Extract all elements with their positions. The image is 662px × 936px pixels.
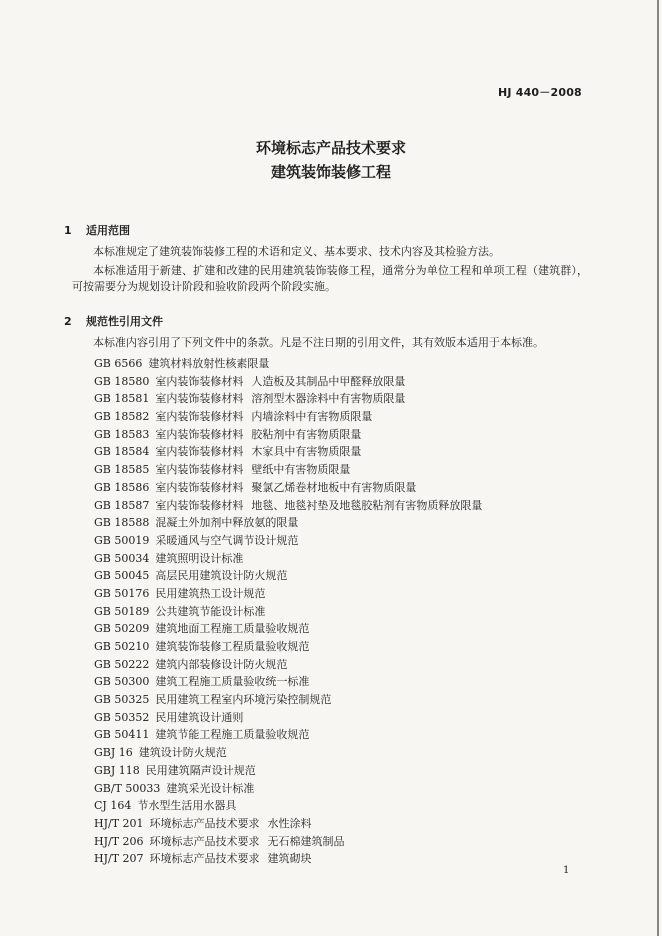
reference-title: 室内装饰装修材料 bbox=[155, 427, 244, 441]
reference-title: 室内装饰装修材料 bbox=[155, 410, 244, 424]
reference-code: GB 18583 bbox=[94, 427, 150, 441]
section-title: 适用范围 bbox=[86, 224, 130, 237]
reference-subtitle: 地毯、地毯衬垫及地毯胶粘剂有害物质释放限量 bbox=[251, 498, 483, 512]
reference-code: GB 50210 bbox=[94, 640, 150, 653]
reference-code: GB 50189 bbox=[94, 604, 150, 618]
reference-code: HJ/T 201 bbox=[94, 816, 144, 830]
reference-title: 室内装饰装修材料 bbox=[155, 480, 244, 494]
reference-code: CJ 164 bbox=[94, 799, 132, 813]
reference-title: 建筑节能工程施工质量验收规范 bbox=[155, 728, 310, 742]
reference-title: 民用建筑工程室内环境污染控制规范 bbox=[155, 693, 332, 707]
reference-code: HJ/T 207 bbox=[94, 852, 144, 866]
reference-title: 民用建筑隔声设计规范 bbox=[145, 763, 256, 777]
reference-code: GB 50411 bbox=[94, 728, 150, 742]
reference-item bbox=[94, 426, 594, 444]
reference-subtitle: 内墙涂料中有害物质限量 bbox=[251, 410, 373, 424]
reference-code: GB 18584 bbox=[94, 445, 150, 459]
reference-title: 节水型生活用水器具 bbox=[137, 799, 237, 813]
reference-title: 建筑采光设计标准 bbox=[166, 781, 255, 795]
reference-item bbox=[94, 373, 594, 391]
reference-code: GB 18581 bbox=[94, 392, 150, 406]
section-title: 规范性引用文件 bbox=[86, 315, 163, 328]
reference-code: GB 50176 bbox=[94, 586, 150, 600]
reference-item bbox=[94, 673, 594, 691]
section-2-paragraph-1: 本标准内容引用了下列文件中的条款。凡是不注日期的引用文件，其有效版本适用于本标准。 bbox=[93, 336, 544, 349]
reference-item bbox=[94, 550, 594, 568]
reference-title: 室内装饰装修材料 bbox=[155, 498, 244, 512]
reference-title: 建筑装饰装修工程质量验收规范 bbox=[155, 640, 310, 653]
reference-subtitle: 人造板及其制品中甲醛释放限量 bbox=[251, 374, 406, 388]
reference-subtitle: 溶剂型木器涂料中有害物质限量 bbox=[251, 392, 406, 406]
reference-subtitle: 水性涂料 bbox=[267, 816, 312, 830]
reference-code: GB 50300 bbox=[94, 675, 150, 689]
reference-title: 环境标志产品技术要求 bbox=[149, 852, 260, 866]
reference-item bbox=[94, 408, 594, 426]
document-title-line1: 环境标志产品技术要求 bbox=[255, 139, 406, 157]
reference-item bbox=[94, 726, 594, 744]
reference-title: 建筑设计防火规范 bbox=[138, 746, 227, 760]
reference-item bbox=[94, 833, 594, 851]
reference-code: GB 6566 bbox=[94, 357, 143, 370]
reference-title: 建筑地面工程施工质量验收规范 bbox=[155, 622, 310, 636]
reference-item bbox=[94, 603, 594, 621]
reference-subtitle: 无石棉建筑制品 bbox=[267, 834, 345, 848]
reference-item bbox=[94, 443, 594, 461]
reference-item bbox=[94, 815, 594, 833]
reference-code: GB 50034 bbox=[94, 551, 150, 565]
reference-title: 建筑工程施工质量验收统一标准 bbox=[155, 675, 310, 689]
reference-item bbox=[94, 744, 594, 762]
reference-code: GB/T 50033 bbox=[94, 781, 161, 795]
reference-subtitle: 建筑砌块 bbox=[267, 852, 312, 866]
page-number: 1 bbox=[563, 865, 570, 876]
reference-item bbox=[94, 691, 594, 709]
reference-item bbox=[94, 620, 594, 638]
reference-code: GB 18586 bbox=[94, 480, 150, 494]
reference-subtitle: 胶粘剂中有害物质限量 bbox=[251, 427, 362, 441]
reference-code: GBJ 16 bbox=[94, 746, 133, 760]
reference-title: 民用建筑热工设计规范 bbox=[155, 586, 266, 600]
section-1-paragraph-1: 本标准规定了建筑装饰装修工程的术语和定义、基本要求、技术内容及其检验方法。 bbox=[93, 245, 500, 258]
reference-item bbox=[94, 709, 594, 727]
reference-code: GB 50325 bbox=[94, 693, 150, 707]
reference-item bbox=[94, 479, 594, 497]
reference-item bbox=[94, 514, 594, 532]
reference-item bbox=[94, 656, 594, 674]
reference-title: 采暖通风与空气调节设计规范 bbox=[155, 533, 299, 547]
reference-title: 建筑材料放射性核素限量 bbox=[148, 357, 270, 370]
reference-item bbox=[94, 850, 594, 868]
reference-item bbox=[94, 355, 594, 373]
reference-item bbox=[94, 762, 594, 780]
reference-code: GB 18588 bbox=[94, 516, 150, 530]
reference-item bbox=[94, 797, 594, 815]
reference-item bbox=[94, 567, 594, 585]
reference-title: 室内装饰装修材料 bbox=[155, 392, 244, 406]
reference-code: GB 18587 bbox=[94, 498, 150, 512]
reference-item bbox=[94, 638, 594, 656]
reference-title: 公共建筑节能设计标准 bbox=[155, 604, 266, 618]
reference-title: 混凝土外加剂中释放氨的限量 bbox=[155, 516, 299, 530]
reference-title: 建筑照明设计标准 bbox=[155, 551, 244, 565]
reference-title: 环境标志产品技术要求 bbox=[149, 834, 260, 848]
reference-title: 环境标志产品技术要求 bbox=[149, 816, 260, 830]
reference-code: GB 50019 bbox=[94, 533, 150, 547]
reference-title: 室内装饰装修材料 bbox=[155, 445, 244, 459]
reference-title: 室内装饰装修材料 bbox=[155, 374, 244, 388]
reference-code: GB 18580 bbox=[94, 374, 150, 388]
section-1-heading bbox=[64, 222, 130, 238]
reference-code: HJ/T 206 bbox=[94, 834, 144, 848]
reference-code: GB 50352 bbox=[94, 710, 150, 724]
reference-code: GB 18585 bbox=[94, 463, 150, 477]
document-title-line2: 建筑装饰装修工程 bbox=[270, 163, 391, 181]
section-2-heading bbox=[64, 313, 163, 329]
reference-code: GB 18582 bbox=[94, 410, 150, 424]
reference-subtitle: 木家具中有害物质限量 bbox=[251, 445, 362, 459]
reference-subtitle: 聚氯乙烯卷材地板中有害物质限量 bbox=[251, 480, 417, 494]
reference-list bbox=[94, 355, 594, 868]
reference-item bbox=[94, 780, 594, 798]
reference-code: GB 50222 bbox=[94, 657, 150, 671]
reference-item bbox=[94, 461, 594, 479]
reference-title: 高层民用建筑设计防火规范 bbox=[155, 569, 288, 583]
section-number: 1 bbox=[64, 224, 72, 237]
reference-code: GBJ 118 bbox=[94, 763, 140, 777]
reference-item bbox=[94, 585, 594, 603]
reference-title: 建筑内部装修设计防火规范 bbox=[155, 657, 288, 671]
reference-title: 室内装饰装修材料 bbox=[155, 463, 244, 477]
section-number: 2 bbox=[64, 315, 72, 328]
reference-code: GB 50045 bbox=[94, 569, 150, 583]
reference-subtitle: 壁纸中有害物质限量 bbox=[251, 463, 351, 477]
reference-title: 民用建筑设计通则 bbox=[155, 710, 244, 724]
reference-code: GB 50209 bbox=[94, 622, 150, 636]
reference-item bbox=[94, 390, 594, 408]
reference-item bbox=[94, 497, 594, 515]
section-1-paragraph-2: 本标准适用于新建、扩建和改建的民用建筑装饰装修工程，通常分为单位工程和单项工程（建筑群），可按需要分为规划设计阶段和验收阶段两个阶段实施。 bbox=[72, 264, 588, 293]
standard-code: HJ 440－2008 bbox=[498, 86, 582, 99]
reference-item bbox=[94, 532, 594, 550]
